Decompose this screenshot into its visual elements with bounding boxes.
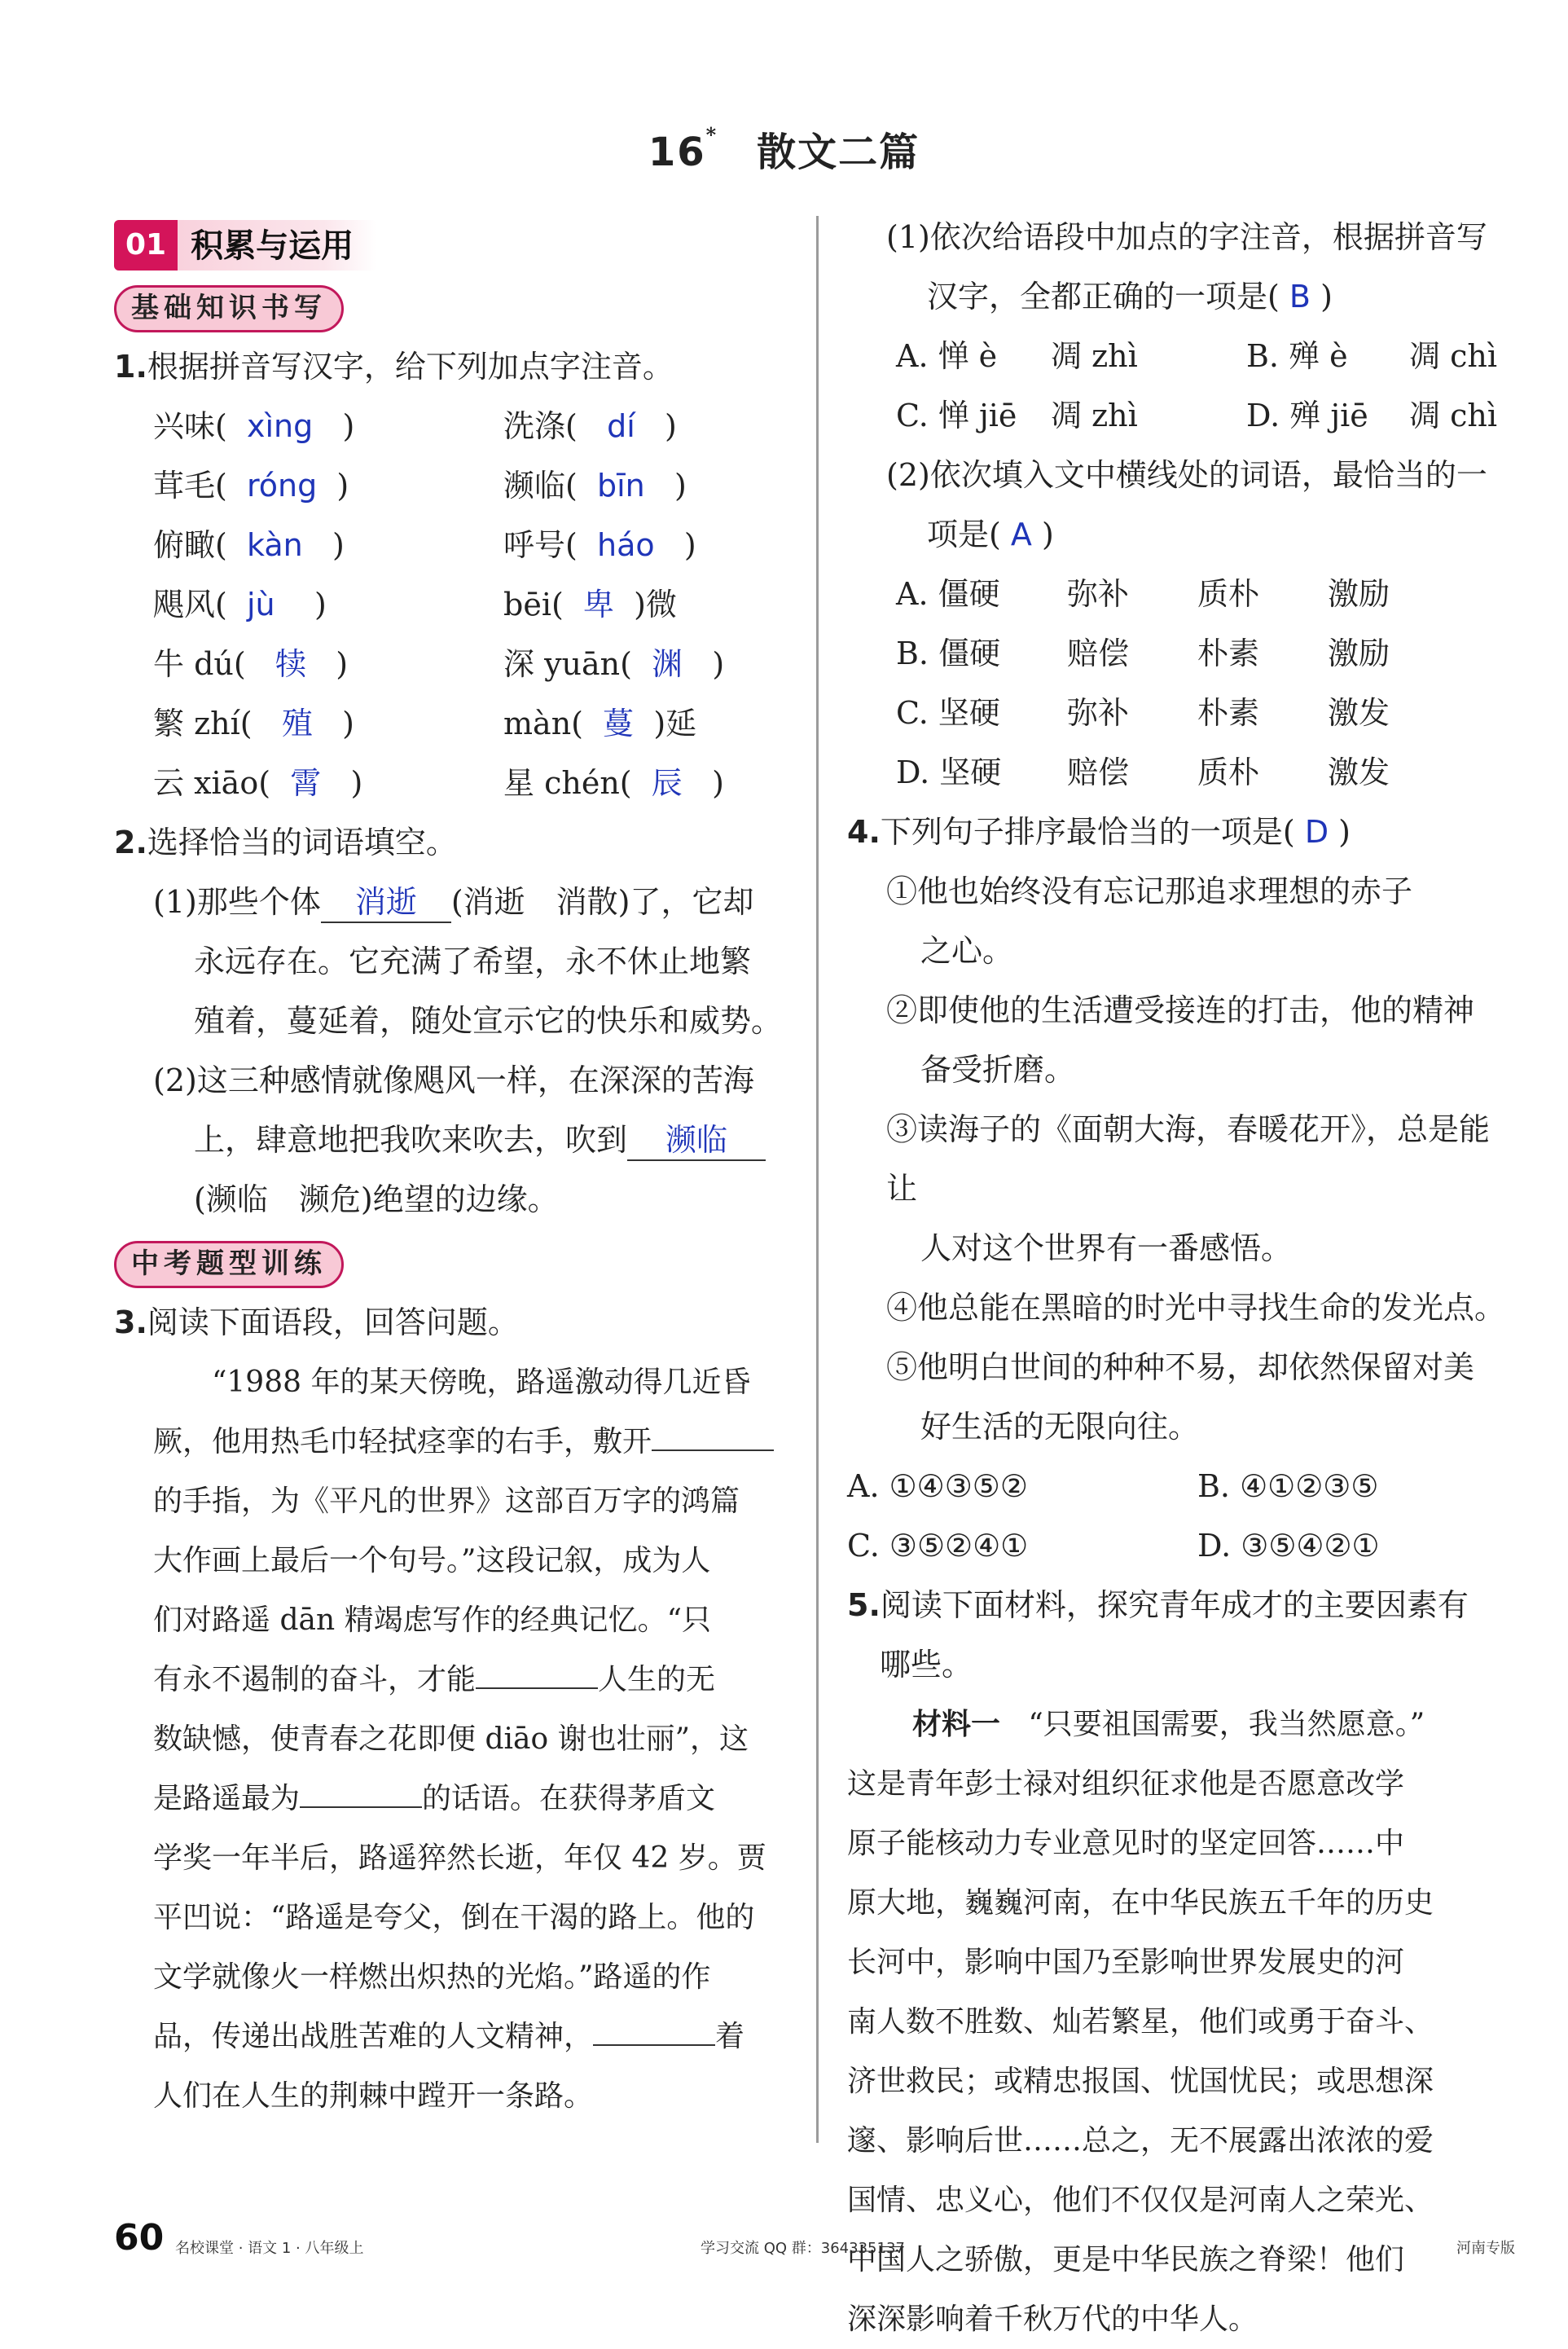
q4-answer: D [1304,814,1329,850]
question-5 [847,1576,1515,1635]
right-column: (1)依次给语段中加点的字注音，根据拼音写 汉字，全都正确的一项是( B ) A. 惮 è 凋 zhì B. 殚 è 凋 chì C. 惮 jiē 凋 zhì D. 殚 jiē 凋 chì (2)依次填入文中横线处的词语，最恰当的一 项是( A ) A. 僵硬 弥补 质朴 激励 B. 僵硬 赔偿 朴素 激励 C. 坚硬 弥补 朴素 激发 D. 坚硬 赔偿 质朴 激发 4.下列句子排序最恰当的一项是( D ) ①他也始终没有忘记那追求理想的赤子 之心。 ②即使他的生活遭受接连的打击，他的精神 备受折磨。 ③读海子的《面朝大海，春暖花开》，总是能让 人对这个世界有一番感悟。 ④他总能在黑暗的时光中寻找生命的发光点。 ⑤他明白世间的种种不易，却依然保留对美 好生活的无限向往。 A. ①④③⑤② B. ④①②③⑤ C. ③⑤②④① D. ③⑤④②① 5.阅读下面材料，探究青年成才的主要因素有 哪些。 材料一 “只要祖国需要，我当然愿意。” 这是青年彭士禄对组织征求他是否愿意改学 原子能核动力专业意见时的坚定回答……中 原大地，巍巍河南，在中华民族五千年的历史 长河中，影响中国乃至影响世界发展史的河 南人数不胜数、灿若繁星，他们或勇于奋斗、 济世救民；或精忠报国、忧国忧民；或思想深 邃、影响后世……总之，无不展露出浓浓的爱 国情、忠义心，他们不仅仅是河南人之荣光、 中国人之骄傲，更是中华民族之脊梁！他们 深深影响着千秋万代的中华人。 [847,208,1515,2349]
tag-exam: 中考题型训练 [114,1241,344,1288]
q1-item: 濒临( bīn ) [503,468,687,504]
q3-sub1-answer: B [1289,279,1311,315]
question-4: 4.下列句子排序最恰当的一项是( D ) [847,814,1351,850]
passage-line: 学奖一年半后，路遥猝然长逝，年仅 42 岁。贾 [153,1841,766,1875]
passage-line: 文学就像火一样燃出炽热的光焰。”路遥的作 [153,1960,711,1994]
passage-line: 人们在人生的荆棘中蹚开一条路。 [153,2079,594,2113]
q2-blank-2: 濒临 [627,1120,766,1161]
q2-number: 2. [114,825,147,860]
q3-stem: 阅读下面语段，回答问题。 [147,1304,519,1340]
q1-item: 飓风( jù ) [153,587,327,622]
qq-group: 学习交流 QQ 群：364335137 [701,2240,905,2257]
lesson-title: 散文二篇 [757,130,920,175]
left-column [114,212,782,2126]
q2-part2-line3: (濒临 濒危)绝望的边缘。 [194,1181,559,1217]
q1-item: 深 yuān( 渊 ) [503,646,725,682]
q2-part1: (1)那些个体 消逝 (消逝 消散)了，它却 [114,873,782,932]
lesson-number: 16 [648,130,706,175]
q4-number: 4. [847,814,881,850]
q1-item: 牛 dú( 犊 ) [153,646,349,682]
q1-item: 云 xiāo( 霄 ) [153,765,363,801]
q5-stem: 阅读下面材料，探究青年成才的主要因素有 [880,1587,1469,1623]
section-header [114,220,376,271]
question-1 [114,337,782,397]
q3-sub1-options: A. 惮 è 凋 zhì B. 殚 è 凋 chì C. 惮 jiē 凋 zhì D. 殚 jiē 凋 chì [896,338,1497,433]
q3-sub2-options: A. 僵硬 弥补 质朴 激励 B. 僵硬 赔偿 朴素 激励 C. 坚硬 弥补 朴素 激发 D. 坚硬 赔偿 质朴 激发 [896,576,1390,790]
q4-sentences: ①他也始终没有忘记那追求理想的赤子 之心。 ②即使他的生活遭受接连的打击，他的精神 备受折磨。 ③读海子的《面朝大海，春暖花开》，总是能让 人对这个世界有一番感悟。 ④他总能在黑暗的时光中寻找生命的发光点。 ⑤他明白世间的种种不易，却依然保留对美 好生活的无限向往。 [886,873,1506,1445]
q2-part2-line1: (2)这三种感情就像飓风一样，在深深的苦海 [153,1062,754,1098]
q1-stem: 根据拼音写汉字，给下列加点字注音。 [147,349,674,385]
question-3 [114,1293,782,1353]
page-title [0,121,1568,177]
material-label: 材料一 [912,1707,1001,1741]
q1-item: 俯瞰( kàn ) [153,527,345,563]
tag-basic: 基础知识书写 [114,285,344,332]
q1-item: 繁 zhí( 殖 ) [153,706,354,741]
q5-material: 材料一 “只要祖国需要，我当然愿意。” 这是青年彭士禄对组织征求他是否愿意改学 原子能核动力专业意见时的坚定回答……中 原大地，巍巍河南，在中华民族五千年的历史 长河中，影响中国乃至影响世界发展史的河 南人数不胜数、灿若繁星，他们或勇于奋斗、 济世救民；或精忠报国、忧国忧民；或思想深 邃、影响后世……总之，无不展露出浓浓的爱 国情、忠义心，他们不仅仅是河南人之荣光、 中国人之骄傲，更是中华民族之脊梁！他们 深深影响着千秋万代的中华人。 [847,1707,1434,2336]
book-series: 名校课堂 · 语文 1 · 八年级上 [175,2240,364,2257]
passage-line: 厥，他用热毛巾轻拭痉挛的右手，敷开 [153,1412,782,1471]
q1-item: 呼号( háo ) [503,527,696,563]
page-number: 60 [114,2217,165,2259]
q2-part1-line3: 殖着，蔓延着，随处宣示它的快乐和威势。 [194,1003,783,1039]
q2-blank-1: 消逝 [321,882,451,923]
q1-item: 星 chén( 辰 ) [503,765,724,801]
passage-line: 品，传递出战胜苦难的人文精神， 着 [153,2020,745,2053]
q2-part2-line2: 上，肆意地把我吹来吹去，吹到 濒临 [114,1111,782,1170]
passage-line: 是路遥最为 的话语。在获得茅盾文 [153,1782,716,1815]
passage-line: 平凹说：“路遥是夸父，倒在干渴的路上。他的 [153,1901,755,1934]
passage-line: 有永不遏制的奋斗，才能 人生的无 [153,1663,716,1696]
q3-sub1: (1)依次给语段中加点的字注音，根据拼音写 汉字，全都正确的一项是( B ) [886,219,1487,315]
passage-line: 数缺憾，使青春之花即便 diāo 谢也壮丽”，这 [153,1722,749,1756]
q1-item: 兴味( xìng ) [153,408,355,444]
q1-item: màn( 蔓 )延 [503,706,697,741]
q2-part1-line2: 永远存在。它充满了希望，永不休止地繁 [194,944,752,979]
section-number: 01 [114,220,178,271]
q3-passage [114,1353,782,2126]
passage-line: 们对路遥 dān 精竭虑写作的经典记忆。“只 [153,1603,711,1637]
passage-line: 的手指，为《平凡的世界》这部百万字的鸿篇 [153,1485,740,1518]
passage-line: “1988 年的某天傍晚，路遥激动得几近昏 [212,1366,751,1399]
q1-item: bēi( 卑 )微 [503,587,677,622]
q5-number: 5. [847,1587,881,1623]
q1-pinyin-grid [114,397,782,813]
q2-stem: 选择恰当的词语填空。 [147,825,457,860]
q3-number: 3. [114,1304,147,1340]
lesson-mark: * [705,123,718,147]
q3-sub2-answer: A [1010,517,1032,552]
section-title: 积累与运用 [191,226,354,265]
edition-label: 河南专版 [1456,2240,1515,2257]
q1-item: 茸毛( róng ) [153,468,349,504]
q4-stem: 下列句子排序最恰当的一项是( [880,814,1295,850]
q3-sub2: (2)依次填入文中横线处的词语，最恰当的一 项是( A ) [886,457,1487,552]
page-footer [114,2217,1515,2277]
q1-item: 洗涤( dí ) [503,408,677,444]
passage-line: 大作画上最后一个句号。”这段记叙，成为人 [153,1544,711,1577]
question-2 [114,813,782,873]
q4-options: A. ①④③⑤② B. ④①②③⑤ C. ③⑤②④① D. ③⑤④②① [847,1468,1380,1564]
q1-number: 1. [114,349,147,385]
